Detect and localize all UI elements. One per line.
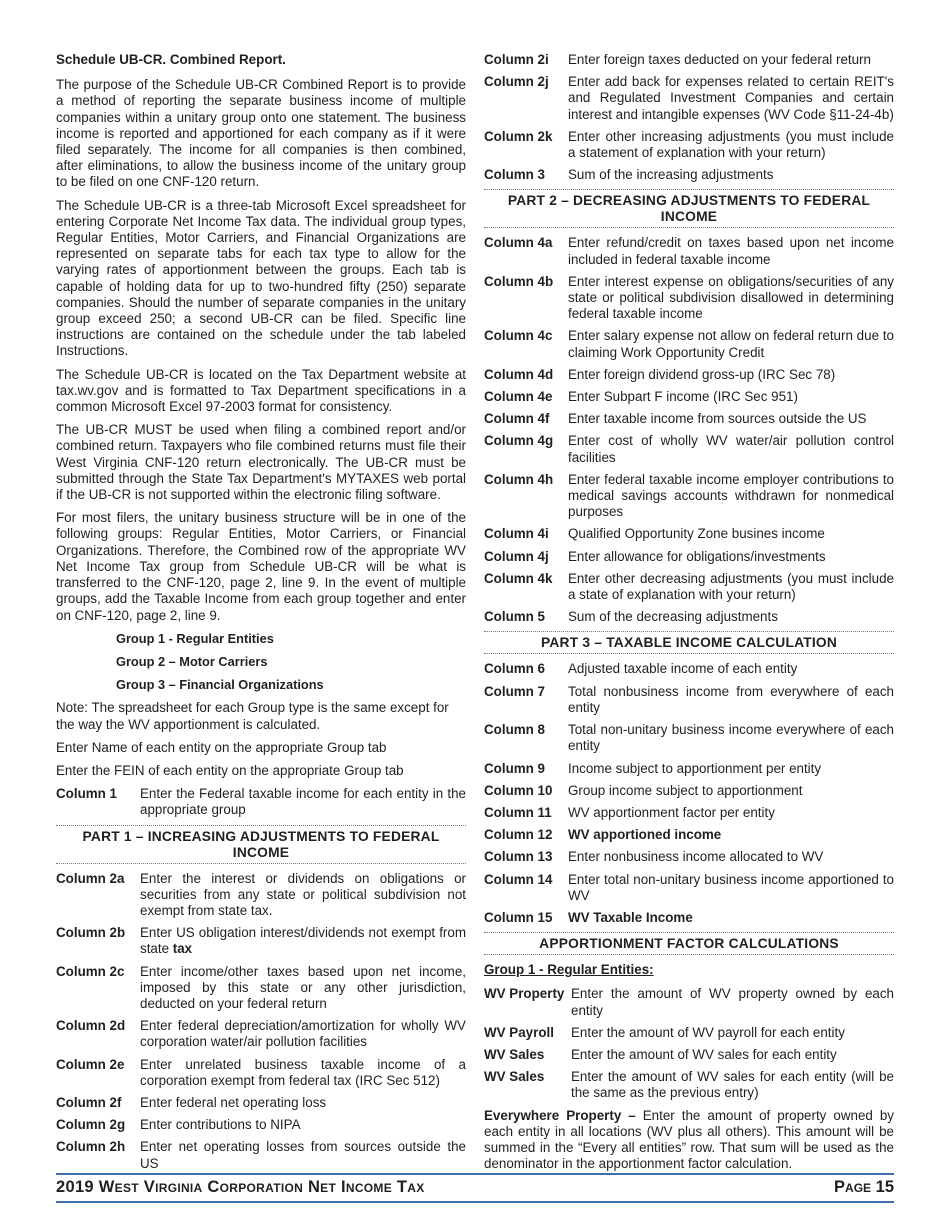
column-row bbox=[484, 526, 894, 542]
column-text bbox=[568, 367, 894, 383]
column-label: Column 4f bbox=[484, 411, 550, 427]
column-row bbox=[484, 167, 894, 183]
part2-list bbox=[484, 235, 894, 625]
paragraph: The Schedule UB-CR is a three-tab Microsoft Excel spreadsheet for entering Corporate Net Income Tax data. The individual group types, Regular Entities, Motor Carriers, and Financial Organizations are represented on separate tabs for each tax type to allow for the varying rates of apportionment between the groups. Each tab is capable of holding data for up to two-hundred fifty (250) separate companies. Should the number of separate companies in the unitary group exceed 250; a second UB-CR can be filed. Specific line instructions are contained on the schedule under the tab labeled Instructions. bbox=[56, 197, 466, 359]
wv-list bbox=[484, 986, 894, 1101]
column-label: Column 4b bbox=[484, 273, 554, 289]
left-column bbox=[56, 52, 466, 1178]
column-row bbox=[484, 761, 894, 777]
column-label: Column 4d bbox=[484, 366, 554, 382]
column-text-body: Total nonbusiness income from everywhere of each entity bbox=[568, 683, 894, 715]
column-text-body: Enter net operating losses from sources outside the US bbox=[140, 1139, 466, 1171]
column-text-body: WV apportionment factor per entity bbox=[568, 804, 775, 820]
column-text bbox=[568, 389, 894, 405]
column-row bbox=[56, 964, 466, 1013]
everywhere-paragraph bbox=[484, 1108, 894, 1173]
column-text: Enter the Federal taxable income for each entity in the appropriate group bbox=[140, 786, 466, 818]
column-text bbox=[571, 986, 894, 1018]
paragraph: For most filers, the unitary business structure will be in one of the following groups: Regular Entities, Motor Carriers, or Financial Organizations. Therefore, the Combined row of the appropriate WV Net Income Tax group from Schedule UB-CR will be what is transferred to the CNF-120, page 2, line 9. In the event of multiple groups, add the Taxable Income from each group together and enter on CNF-120, page 2, line 9. bbox=[56, 510, 466, 623]
column-text-body: WV apportioned income bbox=[568, 827, 722, 843]
column-label: Column 2a bbox=[56, 870, 125, 886]
column-text bbox=[571, 1025, 894, 1041]
column-row bbox=[56, 1139, 466, 1171]
column-row bbox=[484, 549, 894, 565]
instruction: Enter the FEIN of each entity on the appropriate Group tab bbox=[56, 762, 404, 778]
column-label: WV Payroll bbox=[484, 1024, 554, 1040]
column-text bbox=[140, 1018, 466, 1050]
page-footer bbox=[56, 1173, 894, 1203]
column-label: Column 15 bbox=[484, 909, 553, 925]
part3-list bbox=[484, 661, 894, 926]
column-text-body: Enter nonbusiness income allocated to WV bbox=[568, 849, 824, 865]
column-text-body: Enter salary expense not allow on federal return due to claiming Work Opportunity Credit bbox=[568, 328, 894, 360]
column-label: Column 8 bbox=[484, 722, 546, 738]
column-label: Column 5 bbox=[484, 609, 546, 625]
column-text bbox=[571, 1069, 894, 1101]
column-label: Column 3 bbox=[484, 167, 546, 183]
part1-continued-list bbox=[484, 52, 894, 183]
column-label: Column 2k bbox=[484, 128, 553, 144]
group-label: Group 1 - Regular Entities bbox=[116, 630, 274, 646]
column-label: Column 10 bbox=[484, 782, 553, 798]
instruction: Enter Name of each entity on the appropriate Group tab bbox=[56, 739, 387, 755]
column-text-body: Enter the amount of WV payroll for each entity bbox=[571, 1024, 845, 1040]
column-label: Column 2i bbox=[484, 52, 549, 67]
column-text-body: Enter other decreasing adjustments (you must include a state of explanation with your return) bbox=[568, 570, 894, 603]
column-label: Column 9 bbox=[484, 760, 546, 776]
column-text bbox=[140, 1117, 466, 1133]
column-text bbox=[568, 411, 894, 427]
column-text bbox=[568, 52, 894, 68]
column-text bbox=[140, 871, 466, 920]
column-label: Column 4c bbox=[484, 328, 553, 344]
column-row bbox=[56, 1117, 466, 1133]
column-row bbox=[484, 411, 894, 427]
column-label: Column 11 bbox=[484, 804, 552, 820]
column-text-body: Enter foreign dividend gross-up (IRC Sec 78) bbox=[568, 366, 836, 382]
column-text-body: Enter federal taxable income employer contributions to medical savings accounts withdrawn for nonmedical purposes bbox=[568, 471, 894, 520]
column-text bbox=[568, 235, 894, 267]
paragraph: The UB-CR MUST be used when filing a combined report and/or combined return. Taxpayers who file combined returns must file their West Virginia CNF-120 return electronically. The UB-CR must be submitted through the State Tax Department's MYTAXES web portal if the UB-CR is not supported within the electronic filing software. bbox=[56, 422, 466, 503]
column-row bbox=[484, 805, 894, 821]
column-label: Column 7 bbox=[484, 683, 546, 699]
column-text bbox=[568, 761, 894, 777]
column-text bbox=[568, 328, 894, 360]
column-row bbox=[484, 389, 894, 405]
column-row bbox=[484, 472, 894, 521]
column-row bbox=[484, 849, 894, 865]
column-text-body: Total non-unitary business income everywhere of each entity bbox=[568, 722, 894, 754]
column-row bbox=[484, 661, 894, 677]
column-text bbox=[571, 1047, 894, 1063]
right-column bbox=[484, 52, 894, 1179]
page-number: Page 15 bbox=[834, 1178, 894, 1196]
column-label: Column 4a bbox=[484, 235, 553, 251]
column-text bbox=[140, 964, 466, 1013]
column-text bbox=[568, 684, 894, 716]
column-text bbox=[568, 472, 894, 521]
column-label: Column 4i bbox=[484, 526, 549, 542]
column-row bbox=[56, 925, 466, 957]
column-text bbox=[568, 609, 894, 625]
column-label: Column 2b bbox=[56, 925, 126, 941]
column-text-body: Enter income/other taxes based upon net income, imposed by this state or any other jurisdiction, deducted on your federal return bbox=[140, 963, 466, 1011]
column-text-bold-tail: tax bbox=[172, 941, 193, 957]
column-label: Column 2f bbox=[56, 1094, 122, 1110]
column-row bbox=[484, 274, 894, 323]
column-row bbox=[484, 1047, 894, 1063]
group1-heading: Group 1 - Regular Entities: bbox=[484, 962, 654, 978]
column-text-body: Sum of the increasing adjustments bbox=[568, 167, 774, 183]
column-row bbox=[484, 783, 894, 799]
column-row bbox=[484, 235, 894, 267]
column-row bbox=[484, 1069, 894, 1101]
group-label: Group 3 – Financial Organizations bbox=[116, 677, 324, 693]
column-text bbox=[568, 661, 894, 677]
column-row bbox=[484, 827, 894, 843]
part2-heading: PART 2 – DECREASING ADJUSTMENTS TO FEDERAL INCOME bbox=[484, 189, 894, 228]
column-text-body: Enter unrelated business taxable income of a corporation exempt from federal tax (IRC Sec 512) bbox=[140, 1056, 466, 1088]
column-row bbox=[484, 129, 894, 161]
column-text-body: Enter federal depreciation/amortization for wholly WV corporation water/air pollution facilities bbox=[140, 1018, 466, 1050]
paragraph: The purpose of the Schedule UB-CR Combined Report is to provide a method of reporting the separate business income of multiple companies within a unitary group onto one statement. The business income is reported and apportioned for each company as if it were filed separately. The income for all companies is then combined, after eliminations, to allow the business income of the unitary group to be filed on one CNF-120 return. bbox=[56, 77, 466, 190]
column-text bbox=[568, 805, 894, 821]
part1-heading: PART 1 – INCREASING ADJUSTMENTS TO FEDERAL INCOME bbox=[56, 825, 466, 864]
column-row bbox=[56, 871, 466, 920]
column-text-body: Enter Subpart F income (IRC Sec 951) bbox=[568, 389, 798, 405]
column-text-body: Enter allowance for obligations/investments bbox=[568, 548, 826, 564]
column-row bbox=[484, 328, 894, 360]
column-text-body: Enter the interest or dividends on obligations or securities from any state or political subdivision not exempt from state tax. bbox=[140, 870, 466, 918]
column-text-body: Enter other increasing adjustments (you must include a statement of explanation with your return) bbox=[568, 128, 894, 161]
column-row bbox=[484, 367, 894, 383]
part3-heading: PART 3 – TAXABLE INCOME CALCULATION bbox=[484, 631, 894, 654]
column-text bbox=[568, 167, 894, 183]
column-row bbox=[484, 684, 894, 716]
column-text-body: Sum of the decreasing adjustments bbox=[568, 609, 778, 625]
column-row bbox=[484, 433, 894, 465]
column-text bbox=[568, 274, 894, 323]
column-text-body: Enter US obligation interest/dividends not exempt from state bbox=[140, 925, 466, 957]
column-text bbox=[568, 722, 894, 754]
column-text-body: Enter refund/credit on taxes based upon net income included in federal taxable income bbox=[568, 235, 894, 267]
column-text-body: Enter contributions to NIPA bbox=[140, 1117, 301, 1133]
column-label: Column 2d bbox=[56, 1018, 126, 1034]
column-row bbox=[484, 986, 894, 1018]
column-text-body: Enter the amount of WV sales for each entity (will be the same as the previous entry) bbox=[571, 1069, 894, 1101]
column-label: Column 2c bbox=[56, 963, 125, 979]
column-text-body: Enter the amount of WV sales for each entity bbox=[571, 1046, 837, 1062]
column-label: Column 4e bbox=[484, 389, 553, 405]
column-label: Column 6 bbox=[484, 661, 546, 677]
column-text bbox=[568, 910, 894, 926]
column-text bbox=[568, 526, 894, 542]
column-text-body: WV Taxable Income bbox=[568, 909, 693, 925]
section-title: Schedule UB-CR. Combined Report. bbox=[56, 52, 286, 67]
column-row bbox=[484, 571, 894, 603]
column-text bbox=[568, 129, 894, 161]
apportionment-heading: APPORTIONMENT FACTOR CALCULATIONS bbox=[484, 932, 894, 955]
column-label: Column 13 bbox=[484, 849, 553, 865]
column-label: WV Sales bbox=[484, 1069, 545, 1085]
column-label: Column 4k bbox=[484, 570, 553, 586]
column-row bbox=[484, 722, 894, 754]
column-label: Column 4h bbox=[484, 471, 554, 487]
column-text bbox=[568, 849, 894, 865]
column-text bbox=[568, 783, 894, 799]
column-label: Column 4g bbox=[484, 433, 554, 449]
column-text bbox=[140, 925, 466, 957]
column-label: Column 4j bbox=[484, 548, 549, 564]
column-row bbox=[484, 74, 894, 123]
column-label: Column 14 bbox=[484, 871, 553, 887]
column-text bbox=[568, 872, 894, 904]
column-text bbox=[568, 74, 894, 123]
column-text-body: Enter total non-unitary business income apportioned to WV bbox=[568, 871, 894, 903]
column-row bbox=[484, 872, 894, 904]
column-text-body: Income subject to apportionment per entity bbox=[568, 760, 822, 776]
column-row bbox=[56, 786, 466, 818]
column-label: WV Sales bbox=[484, 1046, 545, 1062]
group-label: Group 2 – Motor Carriers bbox=[116, 653, 268, 669]
paragraph: The Schedule UB-CR is located on the Tax Department website at tax.wv.gov and is formatted to Tax Department specifications in a common Microsoft Excel 97-2003 format for consistency. bbox=[56, 366, 466, 415]
column-label: Column 2h bbox=[56, 1139, 126, 1155]
column-text-body: Enter the amount of WV property owned by each entity bbox=[571, 986, 894, 1018]
column-label: Column 2g bbox=[56, 1117, 126, 1133]
everywhere-text: Enter the amount of property owned by each entity in all locations (WV plus all others). This amount will be summed in the “Every all entities” row. That sum will be used as the denominator in the apportionment factor calculation. bbox=[484, 1107, 894, 1172]
column-row bbox=[484, 1025, 894, 1041]
column-row bbox=[56, 1057, 466, 1089]
note: Note: The spreadsheet for each Group type is the same except for the way the WV apportionment is calculated. bbox=[56, 700, 449, 732]
column-label: Column 1 bbox=[56, 786, 118, 802]
column-text-body: Adjusted taxable income of each entity bbox=[568, 661, 798, 677]
everywhere-label: Everywhere Property – bbox=[484, 1107, 636, 1123]
column-label: Column 12 bbox=[484, 827, 553, 843]
column-label: Column 2j bbox=[484, 74, 549, 90]
column-text bbox=[568, 827, 894, 843]
column-text bbox=[568, 571, 894, 603]
column-row bbox=[56, 1095, 466, 1111]
column-label: WV Property bbox=[484, 986, 565, 1002]
column-text bbox=[568, 549, 894, 565]
column-text-body: Enter foreign taxes deducted on your federal return bbox=[568, 52, 871, 67]
column-text-body: Enter cost of wholly WV water/air pollution control facilities bbox=[568, 433, 894, 465]
footer-title: 2019 West Virginia Corporation Net Income Tax bbox=[56, 1178, 425, 1196]
column-text-body: Group income subject to apportionment bbox=[568, 782, 803, 798]
column-text bbox=[140, 1057, 466, 1089]
column-text bbox=[568, 433, 894, 465]
column-text-body: Qualified Opportunity Zone busines income bbox=[568, 526, 825, 542]
column-row bbox=[484, 609, 894, 625]
column-row bbox=[484, 52, 894, 68]
column-row bbox=[484, 910, 894, 926]
column-row bbox=[56, 1018, 466, 1050]
column-label: Column 2e bbox=[56, 1056, 125, 1072]
column-text-body: Enter add back for expenses related to certain REIT's and Regulated Investment Companies and certain interest and intangible expenses (WV Code §11-24-4b) bbox=[568, 74, 894, 122]
part1-list bbox=[56, 871, 466, 1172]
column-text-body: Enter interest expense on obligations/securities of any state or political subdivision disallowed in determining federal taxable income bbox=[568, 273, 894, 322]
column-text bbox=[140, 1095, 466, 1111]
column-text bbox=[140, 1139, 466, 1171]
column-text-body: Enter taxable income from sources outside the US bbox=[568, 411, 867, 427]
column-text-body: Enter federal net operating loss bbox=[140, 1094, 327, 1110]
